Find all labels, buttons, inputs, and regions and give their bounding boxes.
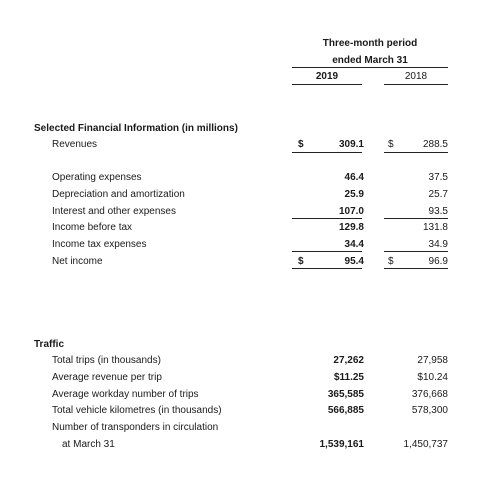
table-row-2019: 27,262 [333, 355, 364, 366]
table-row-2019: 129.8 [338, 222, 364, 233]
table-row-label: Average revenue per trip [52, 372, 162, 383]
period-header-line2: ended March 31 [332, 55, 408, 66]
net-income-label: Net income [52, 256, 103, 267]
subtotal-underline-2018 [384, 218, 448, 219]
currency-symbol: $ [388, 139, 394, 150]
header-divider [292, 67, 448, 68]
table-row-2018: 93.5 [428, 206, 448, 217]
column-header-2018: 2018 [404, 71, 428, 82]
table-row-label: Operating expenses [52, 172, 142, 183]
table-row-2018: $10.24 [417, 372, 448, 383]
table-row-2018: 34.9 [428, 239, 448, 250]
table-row-label: Number of transponders in circulation [52, 422, 219, 433]
subtotal-underline-2019 [292, 218, 362, 219]
revenues-2018: 288.5 [422, 139, 448, 150]
table-row-2019: 365,585 [327, 389, 364, 400]
currency-symbol: $ [298, 256, 304, 267]
table-row-2019: 566,885 [327, 405, 364, 416]
currency-symbol: $ [298, 139, 304, 150]
table-row-label: at March 31 [62, 439, 115, 450]
revenues-underline-2018 [384, 152, 448, 153]
table-row-label: Interest and other expenses [52, 206, 176, 217]
table-row-2018: 131.8 [422, 222, 448, 233]
table-row-label: Average workday number of trips [52, 389, 199, 400]
currency-symbol: $ [388, 256, 394, 267]
table-row-label: Income tax expenses [52, 239, 147, 250]
table-row-label: Total trips (in thousands) [52, 355, 161, 366]
net-income-2019: 95.4 [344, 256, 364, 267]
revenues-label: Revenues [52, 139, 98, 150]
traffic-section-title: Traffic [34, 339, 65, 350]
revenues-underline-2019 [292, 152, 362, 153]
table-row-2019: 107.0 [338, 206, 364, 217]
table-row-2019: 1,539,161 [319, 439, 364, 450]
table-row-2018: 27,958 [417, 355, 448, 366]
tax-underline-2019 [292, 251, 362, 252]
revenues-2019: 309.1 [338, 139, 364, 150]
table-row-2019: 46.4 [344, 172, 364, 183]
net-income-2018: 96.9 [428, 256, 448, 267]
col-2019-underline [292, 84, 362, 85]
period-header-line1: Three-month period [322, 38, 418, 49]
net-income-underline-2019 [292, 268, 362, 269]
tax-underline-2018 [384, 251, 448, 252]
table-row-2018: 578,300 [411, 405, 448, 416]
table-row-2018: 376,668 [411, 389, 448, 400]
table-row-2019: 25.9 [344, 189, 364, 200]
table-row-label: Depreciation and amortization [52, 189, 185, 200]
net-income-underline-2018 [384, 268, 448, 269]
table-row-2019: 34.4 [344, 239, 364, 250]
col-2018-underline [384, 84, 448, 85]
table-row-2019: $11.25 [333, 372, 364, 383]
table-row-label: Total vehicle kilometres (in thousands) [52, 405, 222, 416]
column-header-2019: 2019 [315, 71, 339, 82]
table-row-2018: 1,450,737 [403, 439, 448, 450]
table-row-2018: 37.5 [428, 172, 448, 183]
table-row-2018: 25.7 [428, 189, 448, 200]
table-row-label: Income before tax [52, 222, 133, 233]
financial-section-title: Selected Financial Information (in millions) [34, 123, 238, 134]
